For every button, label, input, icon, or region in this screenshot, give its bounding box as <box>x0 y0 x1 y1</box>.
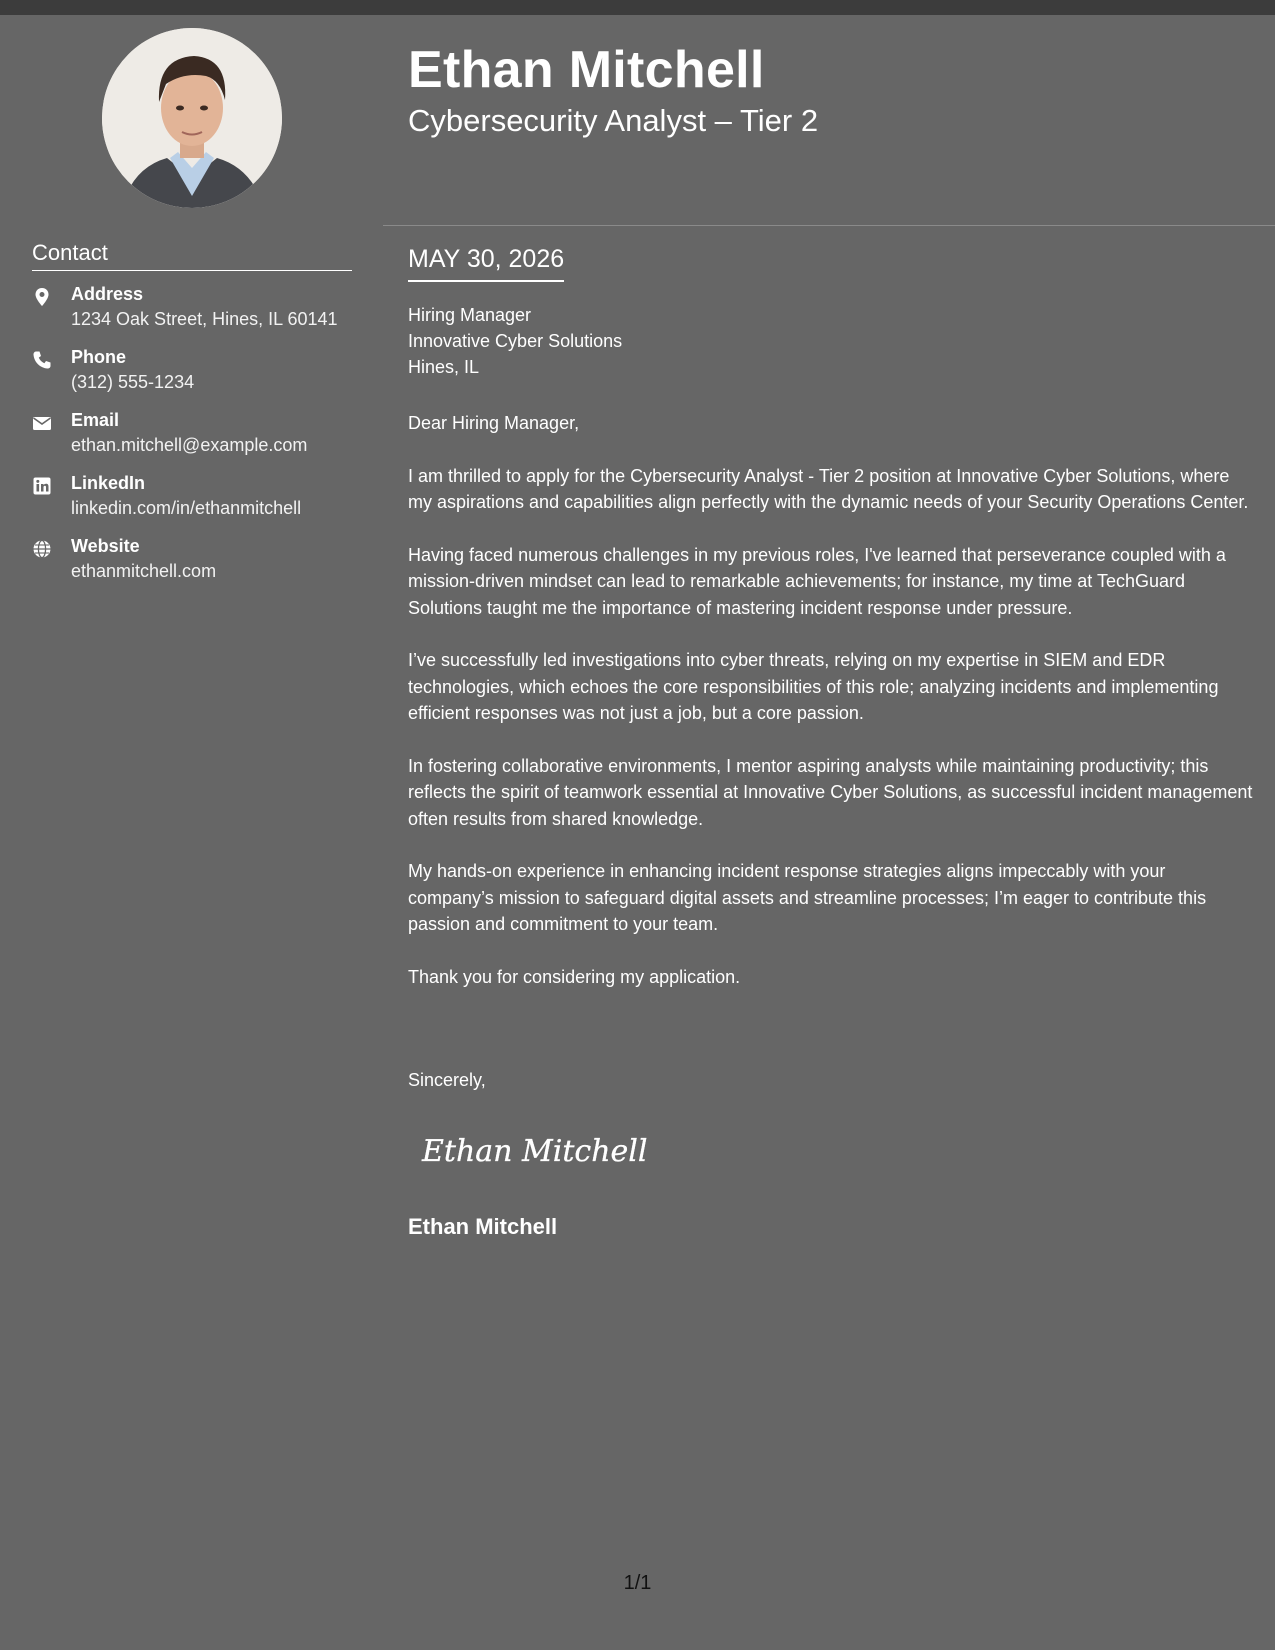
handwritten-signature <box>420 1125 660 1175</box>
letter-paragraph: In fostering collaborative environments, I mentor aspiring analysts while maintaining productivity; this reflects the spirit of teamwork essential at Innovative Cyber Solutions, as successful incident management often results from shared knowledge. <box>408 755 1253 829</box>
map-pin-icon <box>32 287 52 307</box>
job-title: Cybersecurity Analyst – Tier 2 <box>408 103 819 138</box>
applicant-name: Ethan Mitchell <box>408 41 765 99</box>
contact-value: linkedin.com/in/ethanmitchell <box>71 498 302 518</box>
envelope-icon <box>32 413 52 433</box>
letter-paragraph: I am thrilled to apply for the Cybersecurity Analyst - Tier 2 position at Innovative Cyber Solutions, where my aspirations and capabilities align perfectly with the dynamic needs of your Security Operations Center. <box>408 465 1249 512</box>
recipient-line: Hines, IL <box>408 357 480 377</box>
recipient-line: Innovative Cyber Solutions <box>408 331 623 351</box>
contact-value: ethanmitchell.com <box>71 561 217 581</box>
contact-item-phone <box>32 347 362 410</box>
contact-label: Address <box>71 284 144 304</box>
recipient-line: Hiring Manager <box>408 305 532 325</box>
sign-off: Sincerely, <box>408 1070 486 1090</box>
profile-photo <box>102 28 282 208</box>
linkedin-icon <box>32 476 52 496</box>
contact-label: LinkedIn <box>71 473 146 493</box>
header-divider <box>383 225 1275 226</box>
top-bar <box>0 0 1275 15</box>
letter-body <box>408 410 1253 1016</box>
phone-icon <box>32 350 52 370</box>
contact-value: ethan.mitchell@example.com <box>71 435 308 455</box>
contact-item-email <box>32 410 362 473</box>
signed-name: Ethan Mitchell <box>408 1214 558 1239</box>
letter-paragraph: Having faced numerous challenges in my previous roles, I've learned that perseverance coupled with a mission-driven mindset can lead to remarkable achievements; for instance, my time at TechGuard Solutions taught me the importance of mastering incident response under pressure. <box>408 544 1226 618</box>
letter-paragraph: I’ve successfully led investigations into cyber threats, relying on my expertise in SIEM and EDR technologies, which echoes the core responsibilities of this role; analyzing incidents and implementing efficient responses was not just a job, but a core passion. <box>408 650 1219 723</box>
contact-value: 1234 Oak Street, Hines, IL 60141 <box>71 309 338 329</box>
closing-line: Thank you for considering my application. <box>408 966 741 987</box>
contact-value: (312) 555-1234 <box>71 372 195 392</box>
contact-item-address <box>32 284 362 347</box>
letter-date: MAY 30, 2026 <box>408 245 564 282</box>
contact-list <box>32 284 362 599</box>
globe-icon <box>32 539 52 559</box>
contact-label: Website <box>71 536 140 556</box>
signature-text: Ethan Mitchell <box>422 1134 648 1169</box>
contact-label: Phone <box>71 347 127 367</box>
recipient-block <box>408 302 622 380</box>
page-number: 1/1 <box>623 1572 652 1594</box>
contact-heading: Contact <box>32 240 352 271</box>
letter-paragraph: My hands-on experience in enhancing incident response strategies aligns impeccably with your company’s mission to safeguard digital assets and streamline processes; I’m eager to contribute this passion and commitment to your team. <box>408 861 1207 934</box>
contact-item-linkedin <box>32 473 362 536</box>
contact-label: Email <box>71 410 120 430</box>
salutation: Dear Hiring Manager, <box>408 413 580 433</box>
contact-item-website <box>32 536 362 599</box>
